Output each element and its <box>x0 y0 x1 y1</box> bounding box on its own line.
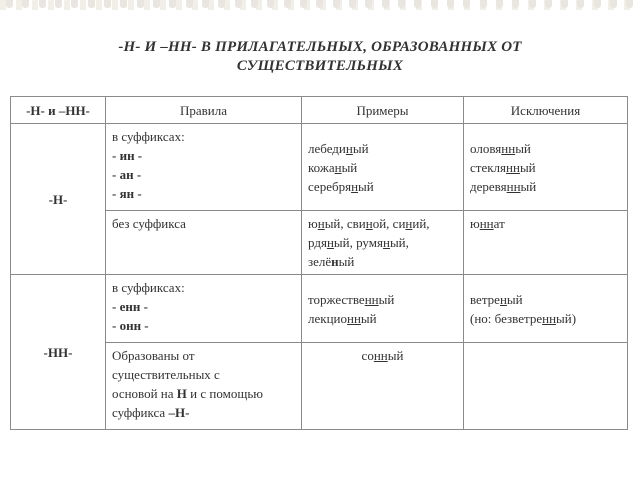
examples-cell <box>302 343 464 430</box>
title-line-2: СУЩЕСТВИТЕЛЬНЫХ <box>236 58 404 74</box>
suffix-yan: - ян - <box>112 186 142 201</box>
header-examples: Примеры <box>302 97 464 124</box>
example-line: рдяный, румяный, <box>308 235 409 250</box>
rule-intro: в суффиксах: <box>112 129 185 144</box>
header-exceptions: Исключения <box>464 97 628 124</box>
page-title <box>30 38 610 76</box>
exception-word: юннат <box>470 216 505 231</box>
exceptions-cell <box>464 124 628 211</box>
suffix-onn: - онн - <box>112 318 149 333</box>
example-word: торжественный <box>308 291 395 307</box>
examples-cell <box>302 211 464 275</box>
exceptions-cell <box>464 275 628 343</box>
example-line: юный, свиной, синий, <box>308 216 430 231</box>
example-word: лебединый <box>308 140 369 156</box>
table-row <box>11 275 628 343</box>
exceptions-cell-empty <box>464 343 628 430</box>
rule-cell: без суффикса <box>106 211 302 275</box>
rule-intro: в суффиксах: <box>112 280 185 295</box>
exception-word: ветреный <box>470 291 523 307</box>
suffix-enn: - енн - <box>112 299 148 314</box>
rule-line: суффикса –Н- <box>112 405 190 420</box>
exception-word: стеклянный <box>470 159 536 175</box>
examples-cell <box>302 124 464 211</box>
suffix-an: - ан - <box>112 167 142 182</box>
exception-word: (но: безветренный) <box>470 310 577 326</box>
notebook-perforation <box>6 0 634 12</box>
example-line: зелёный <box>308 254 355 269</box>
exceptions-cell <box>464 211 628 275</box>
rule-line: основой на Н и с помощью <box>112 386 263 401</box>
example-word: кожаный <box>308 159 358 175</box>
group-label-nn: -НН- <box>11 275 106 430</box>
exception-word: деревянный <box>470 178 537 194</box>
example-word: лекционный <box>308 310 377 326</box>
rules-table <box>10 96 628 430</box>
header-rules: Правила <box>106 97 302 124</box>
header-row <box>11 97 628 124</box>
exception-word: оловянный <box>470 140 531 156</box>
table-row <box>11 124 628 211</box>
rule-line: существительных с <box>112 367 220 382</box>
example-word: серебряный <box>308 178 374 194</box>
rule-cell <box>106 124 302 211</box>
rule-line: Образованы от <box>112 348 195 363</box>
header-corner: -Н- и –НН- <box>11 97 106 124</box>
title-line-1: -Н- И –НН- В ПРИЛАГАТЕЛЬНЫХ, ОБРАЗОВАННЫХ ОТ <box>118 39 522 55</box>
rule-cell <box>106 343 302 430</box>
examples-cell <box>302 275 464 343</box>
example-word: сонный <box>361 348 404 363</box>
group-label-n: -Н- <box>11 124 106 275</box>
rule-cell <box>106 275 302 343</box>
suffix-in: - ин - <box>112 148 143 163</box>
